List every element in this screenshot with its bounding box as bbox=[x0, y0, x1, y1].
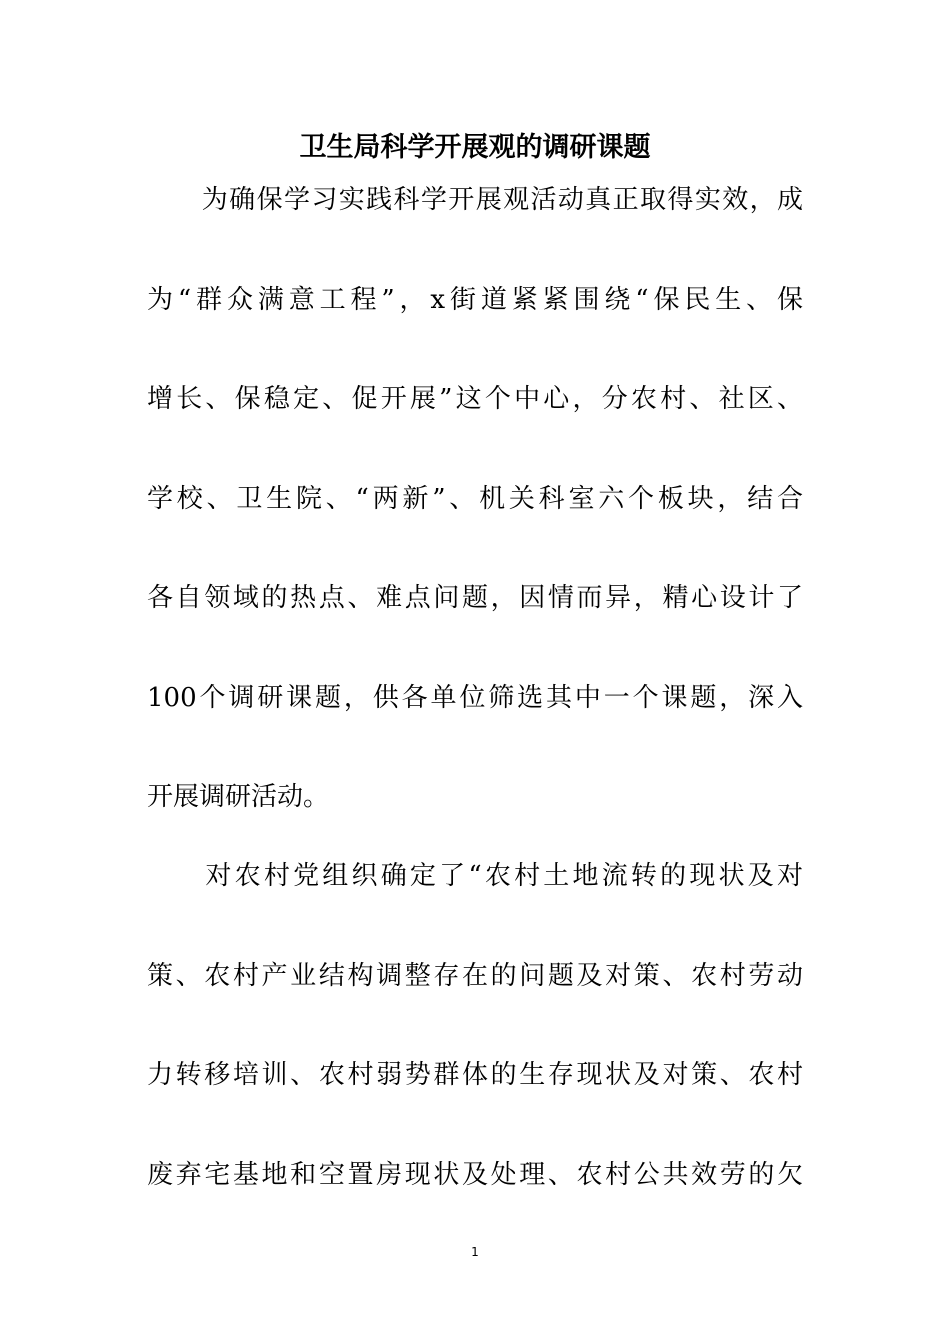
page-number: 1 bbox=[471, 1245, 479, 1259]
paragraph-line: 力转移培训、农村弱势群体的生存现状及对策、农村 bbox=[147, 1060, 803, 1090]
paragraph-line: 学校、卫生院、“两新”、机关科室六个板块，结合 bbox=[147, 484, 803, 514]
paragraph-line: 对农村党组织确定了“农村土地流转的现状及对 bbox=[147, 861, 803, 891]
paragraph-line: 为确保学习实践科学开展观活动真正取得实效，成 bbox=[147, 185, 803, 215]
document-title: 卫生局科学开展观的调研课题 bbox=[299, 132, 651, 163]
paragraph-line: 增长、保稳定、促开展”这个中心，分农村、社区、 bbox=[147, 384, 803, 414]
paragraph-line: 为“群众满意工程”，x街道紧紧围绕“保民生、保 bbox=[147, 285, 803, 315]
paragraph-line: 废弃宅基地和空置房现状及处理、农村公共效劳的欠 bbox=[147, 1160, 803, 1190]
paragraph-line: 100个调研课题，供各单位筛选其中一个课题，深入 bbox=[147, 683, 803, 713]
paragraph-line: 策、农村产业结构调整存在的问题及对策、农村劳动 bbox=[147, 961, 803, 991]
paragraph-line: 开展调研活动。 bbox=[147, 782, 330, 812]
paragraph-line: 各自领域的热点、难点问题，因情而异，精心设计了 bbox=[147, 583, 803, 613]
